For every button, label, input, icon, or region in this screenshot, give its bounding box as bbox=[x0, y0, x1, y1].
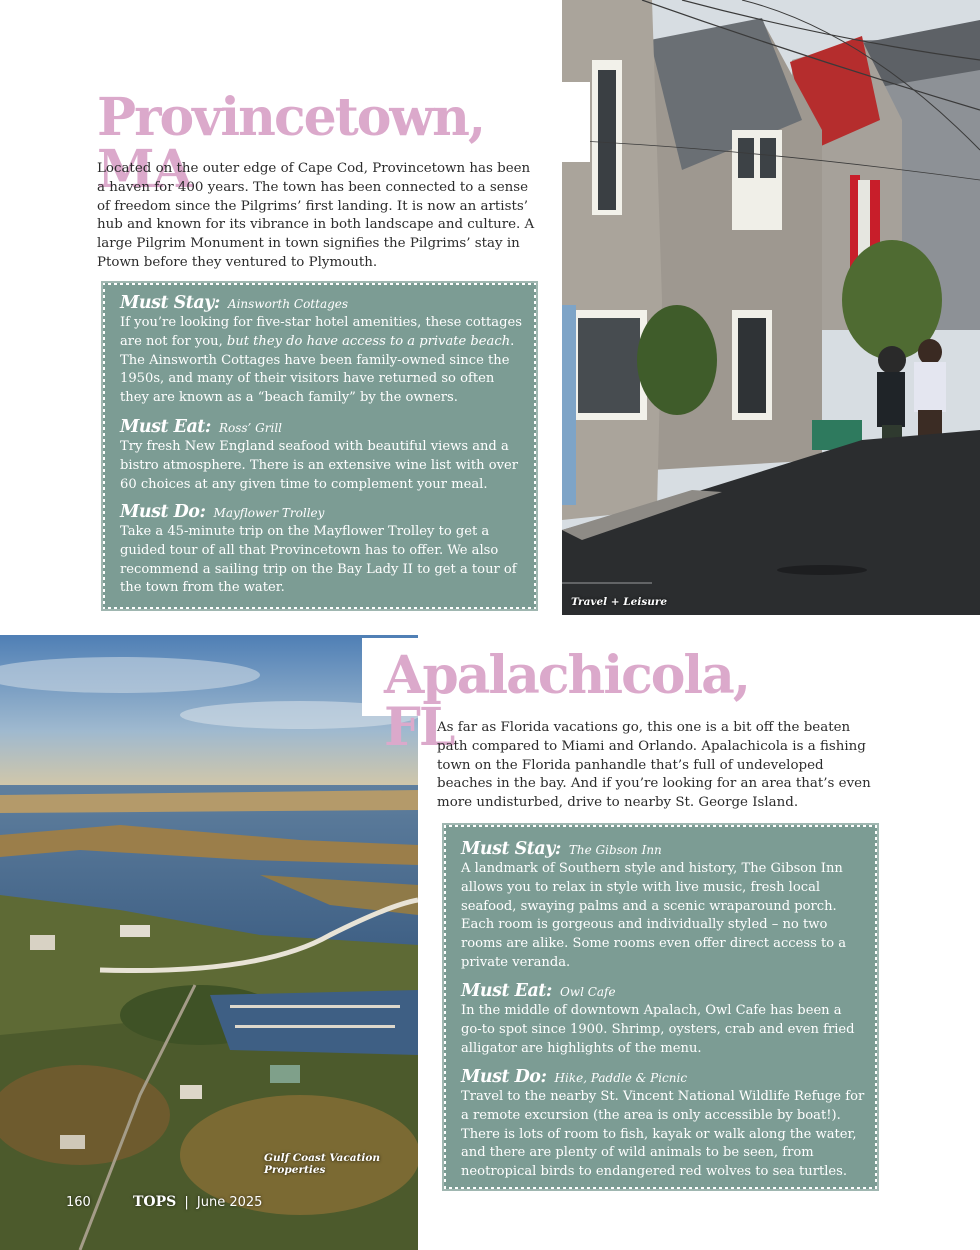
must-eat-section bbox=[120, 417, 525, 494]
magazine-brand: TOPS bbox=[132, 1194, 177, 1210]
must-eat-section bbox=[461, 981, 866, 1058]
section-heading bbox=[120, 293, 525, 314]
section-heading bbox=[120, 417, 525, 438]
text-part: . The Ainsworth Cottages have been family-owned since the 1950s, and many of their visitors have returned so often they are known as a “beach family” by the owners. bbox=[120, 333, 515, 406]
apalachicola-title-box bbox=[362, 638, 832, 758]
apalachicola-info-box bbox=[442, 823, 879, 1191]
must-stay-text: A landmark of Southern style and history, The Gibson Inn allows you to relax in style with live music, fresh local seafood, swaying palms and a scenic wraparound porch. Each room is gorgeous and individually styled – no two rooms are alike. Some rooms even offer direct access to a private veranda. bbox=[461, 861, 847, 970]
issue-date: June 2025 bbox=[196, 1195, 263, 1210]
must-eat-name: Ross’ Grill bbox=[218, 421, 282, 435]
must-stay-name: Ainsworth Cottages bbox=[227, 297, 349, 311]
provincetown-title-box bbox=[80, 82, 590, 200]
page-footer bbox=[66, 1194, 262, 1210]
street-scene-illustration bbox=[562, 0, 980, 615]
photo-credit: Gulf Coast Vacation Properties bbox=[264, 1152, 381, 1176]
must-eat-text: In the middle of downtown Apalach, Owl Cafe has been a go-to spot since 1900. Shrimp, oysters, crab and even fried alligator are highlights of the menu. bbox=[461, 1003, 855, 1056]
must-stay-text bbox=[120, 314, 525, 408]
section-heading bbox=[461, 981, 866, 1002]
must-stay-label: Must Stay: bbox=[461, 839, 561, 859]
must-do-text: Take a 45-minute trip on the Mayflower Trolley to get a guided tour of all that Provincetown has to offer. We also recommend a sailing trip on the Bay Lady II to get a tour of the town from the water. bbox=[120, 524, 517, 596]
provincetown-title: Provincetown, MA bbox=[97, 87, 485, 200]
must-stay-label: Must Stay: bbox=[120, 293, 220, 313]
must-eat-text: Try fresh New England seafood with beautiful views and a bistro atmosphere. There is an extensive wine list with over 60 choices at any given time to complement your meal. bbox=[120, 439, 518, 492]
must-do-section bbox=[461, 1067, 866, 1182]
text-italic-part: but they do have access to a private beach bbox=[226, 333, 511, 349]
must-do-text: Travel to the nearby St. Vincent National Wildlife Refuge for a remote excursion (the area is only accessible by boat!). There is lots of room to fish, kayak or walk along the water, and there are plenty of wild animals to be seen, from neotropical birds to endangered red wolves to sea turtles. bbox=[461, 1089, 865, 1180]
must-do-label: Must Do: bbox=[120, 502, 206, 522]
must-do-section bbox=[120, 502, 525, 598]
apalachicola-intro: As far as Florida vacations go, this one is a bit off the beaten path compared to Miami and Orlando. Apalachicola is a fishing town on the Florida panhandle that’s full of undeveloped beaches in the bay. And if you’re looking for an area that’s even more undisturbed, drive to nearby St. George Island. bbox=[437, 720, 871, 811]
photo-credit: Travel + Leisure bbox=[571, 596, 668, 608]
section-heading bbox=[461, 839, 866, 860]
must-eat-label: Must Eat: bbox=[120, 417, 211, 437]
section-heading bbox=[120, 502, 525, 523]
section-heading bbox=[461, 1067, 866, 1088]
must-eat-name: Owl Cafe bbox=[559, 985, 616, 999]
page-number: 160 bbox=[66, 1195, 91, 1210]
provincetown-info-box bbox=[101, 281, 538, 611]
text-part: If you’re looking for five-star hotel amenities, these cottages are not for you, bbox=[120, 315, 522, 349]
must-stay-section bbox=[120, 293, 525, 408]
apalachicola-title: Apalachicola, FL bbox=[384, 645, 749, 758]
provincetown-intro: Located on the outer edge of Cape Cod, Provincetown has been a haven for 400 years. The town has been connected to a sense of freedom since the Pilgrims’ first landing. It is now an artists’ hub and known for its vibrance in both landscape and culture. A large Pilgrim Monument in town signifies the Pilgrims’ stay in Ptown before they ventured to Plymouth. bbox=[97, 161, 535, 270]
must-do-label: Must Do: bbox=[461, 1067, 547, 1087]
must-do-name: Mayflower Trolley bbox=[213, 506, 325, 520]
must-do-name: Hike, Paddle & Picnic bbox=[554, 1071, 688, 1085]
must-stay-section bbox=[461, 839, 866, 973]
provincetown-street-photo bbox=[562, 0, 980, 615]
apalachicola-aerial-photo bbox=[0, 635, 418, 1250]
footer-separator: | bbox=[184, 1195, 189, 1210]
must-eat-label: Must Eat: bbox=[461, 981, 552, 1001]
must-stay-name: The Gibson Inn bbox=[568, 843, 662, 857]
